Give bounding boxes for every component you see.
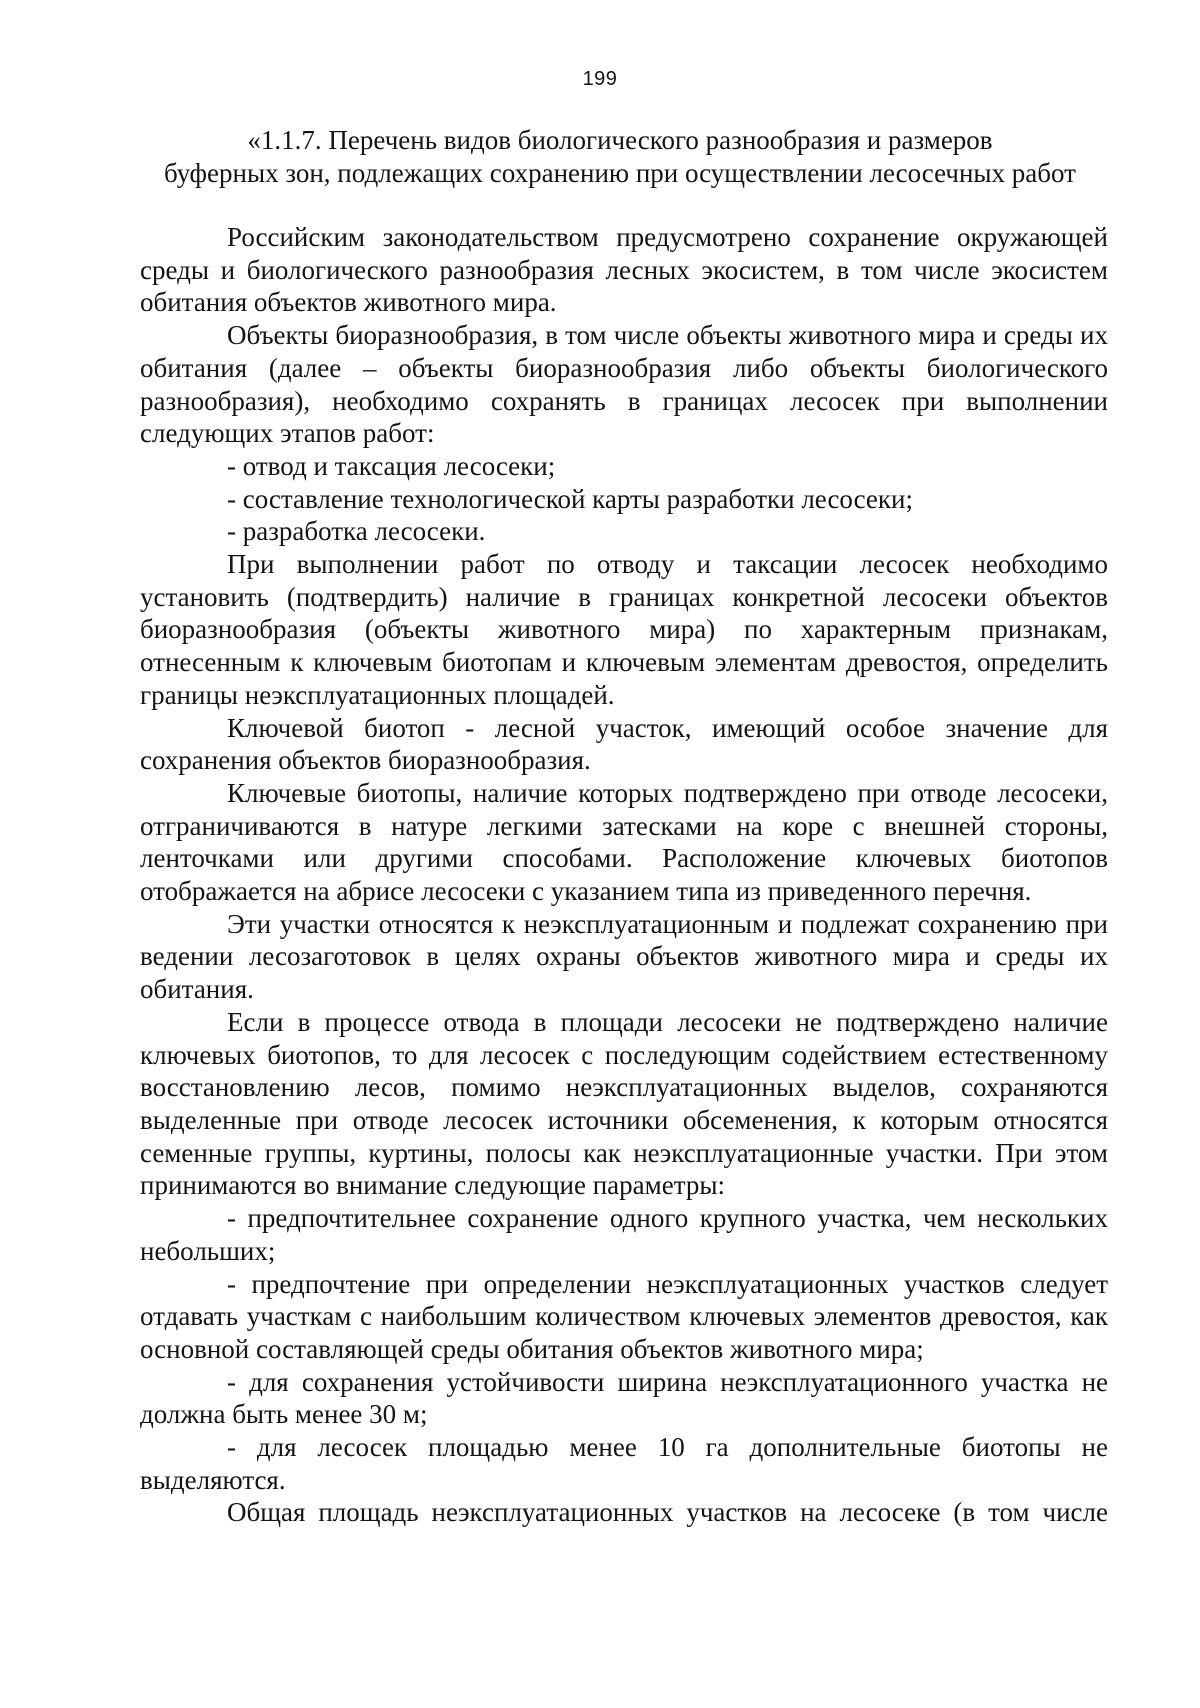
section-title-line-2: буферных зон, подлежащих сохранению при осуществлении лесосечных работ [164,158,1076,188]
paragraph-allotment-works: При выполнении работ по отводу и таксации лесосек необходимо установить (подтвердить) наличие в границах конкретной лесосеки объектов биоразнообразия (объекты животного мира) по характерным признакам, отнесенным к ключевым биотопам и ключевым элементам древостоя, определить границы неэксплуатационных площадей. [140,549,1108,710]
list-item-allotment: - отвод и таксация лесосеки; [227,450,556,481]
list-item-small-plots: - для лесосек площадью менее 10 га дополнительные биотопы не выделяются. [140,1432,1108,1495]
page-number: 199 [582,68,618,90]
list-item-development: - разработка лесосеки. [227,516,486,547]
paragraph-key-biotope-marking: Ключевые биотопы, наличие которых подтверждено при отводе лесосеки, отграничиваются в натуре легкими затесками на коре с внешней стороны, ленточками или другими способами. Расположение ключевых биотопов отображается на абрисе лесосеки с указанием типа из приведенного перечня. [140,777,1108,907]
paragraph-legislation: Российским законодательством предусмотрено сохранение окружающей среды и биологического разнообразия лесных экосистем, в том числе экосистем обитания объектов животного мира. [140,222,1108,318]
list-item-tech-map: - составление технологической карты разработки лесосеки; [227,483,913,514]
list-item-key-elements: - предпочтение при определении неэксплуатационных участков следует отдавать участкам с наибольшим количеством ключевых элементов древостоя, как основной составляющей среды обитания объектов животного мира; [140,1268,1108,1364]
section-title [140,124,1100,190]
list-item-width: - для сохранения устойчивости ширина неэксплуатационного участка не должна быть менее 30 м; [140,1366,1108,1430]
list-item-large-area: - предпочтительнее сохранение одного крупного участка, чем нескольких небольших; [140,1203,1108,1266]
paragraph-total-area: Общая площадь неэксплуатационных участков на лесосеке (в том числе [227,1497,1108,1528]
paragraph-key-biotope-definition: Ключевой биотоп - лесной участок, имеющий особое значение для сохранения объектов биоразнообразия. [140,712,1108,776]
paragraph-biodiversity-objects: Объекты биоразнообразия, в том числе объекты животного мира и среды их обитания (далее – объекты биоразнообразия либо объекты биологического разнообразия), необходимо сохранять в границах лесосек при выполнении следующих этапов работ: [140,320,1108,449]
paragraph-seed-sources: Если в процессе отвода в площади лесосеки не подтверждено наличие ключевых биотопов, то для лесосек с последующим содействием естественному восстановлению лесов, помимо неэксплуатационных выделов, сохраняются выделенные при отводе лесосек источники обсеменения, к которым относятся семенные группы, куртины, полосы как неэксплуатационные участки. При этом принимаются во внимание следующие параметры: [140,1006,1108,1201]
section-title-line-1: «1.1.7. Перечень видов биологического разнообразия и размеров [247,125,993,155]
paragraph-non-exploitation: Эти участки относятся к неэксплуатационным и подлежат сохранению при ведении лесозаготовок в целях охраны объектов животного мира и среды их обитания. [140,908,1108,1005]
document-body [140,221,1108,1529]
